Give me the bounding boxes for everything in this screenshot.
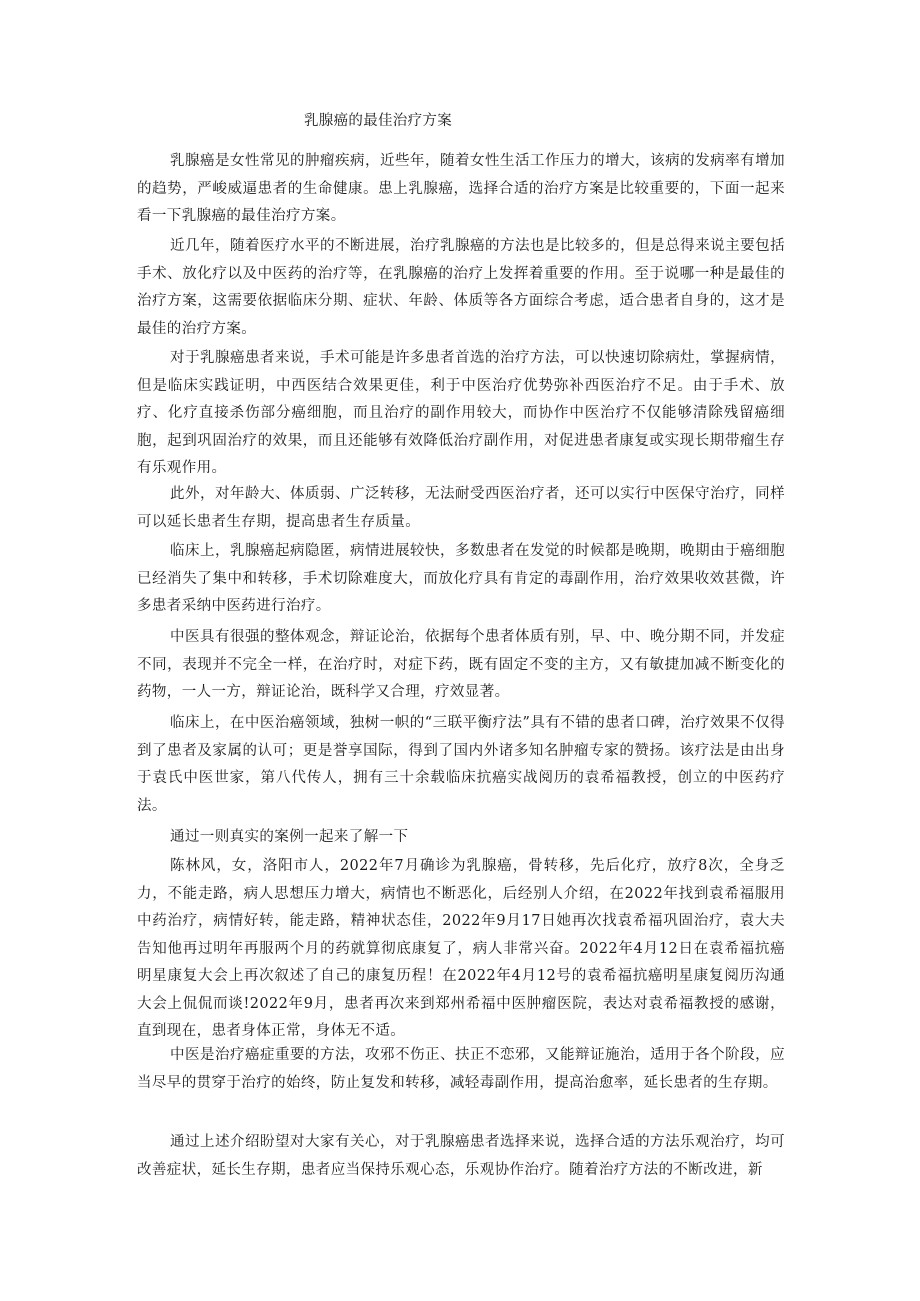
paragraph-intro: 乳腺癌是女性常见的肿瘤疾病，近些年，随着女性生活工作压力的增大，该病的发病率有增加的趋势，严峻威逼患者的生命健康。患上乳腺癌，选择合适的治疗方案是比较重要的，下面一起来看一下乳腺癌的最佳治疗方案。 — [137, 153, 785, 224]
document-title: 乳腺癌的最佳治疗方案 — [304, 113, 452, 129]
paragraph-surgery: 对于乳腺癌患者来说，手术可能是许多患者首选的治疗方法，可以快速切除病灶，掌握病情，但是临床实践证明，中西医结合效果更佳，利于中医治疗优势弥补西医治疗不足。由于手术、放疗、化疗直接杀伤部分癌细胞，而且治疗的副作用较大，而协作中医治疗不仅能够清除残留癌细胞，起到巩固治疗的效果，而且还能够有效降低治疗副作用，对促进患者康复或实现长期带瘤生存有乐观作用。 — [137, 350, 785, 476]
paragraph-clinical-onset: 临床上，乳腺癌起病隐匿，病情进展较快，多数患者在发觉的时候都是晚期，晚期由于癌细胞已经消失了集中和转移，手术切除难度大，而放化疗具有肯定的毒副作用，治疗效果收效甚微，许多患者采纳中医药进行治疗。 — [137, 543, 785, 614]
paragraph-three-balance-therapy: 临床上，在中医治癌领域，独树一帜的“三联平衡疗法”具有不错的患者口碑，治疗效果不仅得到了患者及家属的认可；更是誉享国际，得到了国内外诸多知名肿瘤专家的赞扬。该疗法是由出身于袁氏中医世家，第八代传人，拥有三十余载临床抗癌实战阅历的袁希福教授，创立的中医药疗法。 — [137, 715, 785, 814]
paragraph-elderly: 此外，对年龄大、体质弱、广泛转移，无法耐受西医治疗者，还可以实行中医保守治疗，同样可以延长患者生存期，提高患者生存质量。 — [137, 486, 785, 530]
paragraph-case-intro: 通过一则真实的案例一起来了解一下 — [170, 829, 409, 845]
paragraph-tcm-holism: 中医具有很强的整体观念，辩证论治，依据每个患者体质有别，早、中、晚分期不同，并发症不同，表现并不完全一样，在治疗时，对症下药，既有固定不变的主方，又有敏捷加减不断变化的药物，一人一方，辩证论治，既科学又合理，疗效显著。 — [137, 629, 785, 700]
paragraph-conclusion: 通过上述介绍盼望对大家有关心，对于乳腺癌患者选择来说，选择合适的方法乐观治疗，均可改善症状，延长生存期，患者应当保持乐观心态，乐观协作治疗。随着治疗方法的不断改进，新 — [137, 1134, 785, 1178]
paragraph-case-story: 陈林风，女，洛阳市人，2022年7月确诊为乳腺癌，骨转移，先后化疗，放疗8次，全身乏力，不能走路，病人思想压力增大，病情也不断恶化，后经别人介绍，在2022年找到袁希福服用中药治疗，病情好转，能走路，精神状态佳，2022年9月17日她再次找袁希福巩固治疗，袁大夫告知他再过明年再服两个月的药就算彻底康复了，病人非常兴奋。2022年4月12日在袁希福抗癌明星康复大会上再次叙述了自己的康复历程！在2022年4月12号的袁希福抗癌明星康复阅历沟通大会上侃侃而谈!2022年9月，患者再次来到郑州希福中医肿瘤医院，表达对袁希福教授的感谢，直到现在，患者身体正常，身体无不适。 — [137, 858, 785, 1039]
paragraph-tcm-importance: 中医是治疗癌症重要的方法，攻邪不伤正、扶正不恋邪，又能辩证施治，适用于各个阶段，应当尽早的贯穿于治疗的始终，防止复发和转移，减轻毒副作用，提高治愈率，延长患者的生存期。 — [137, 1047, 785, 1091]
paragraph-treatment-overview: 近几年，随着医疗水平的不断进展，治疗乳腺癌的方法也是比较多的，但是总得来说主要包括手术、放化疗以及中医药的治疗等，在乳腺癌的治疗上发挥着重要的作用。至于说哪一种是最佳的治疗方案，这需要依据临床分期、症状、年龄、体质等各方面综合考虑，适合患者自身的，这才是最佳的治疗方案。 — [137, 238, 785, 337]
